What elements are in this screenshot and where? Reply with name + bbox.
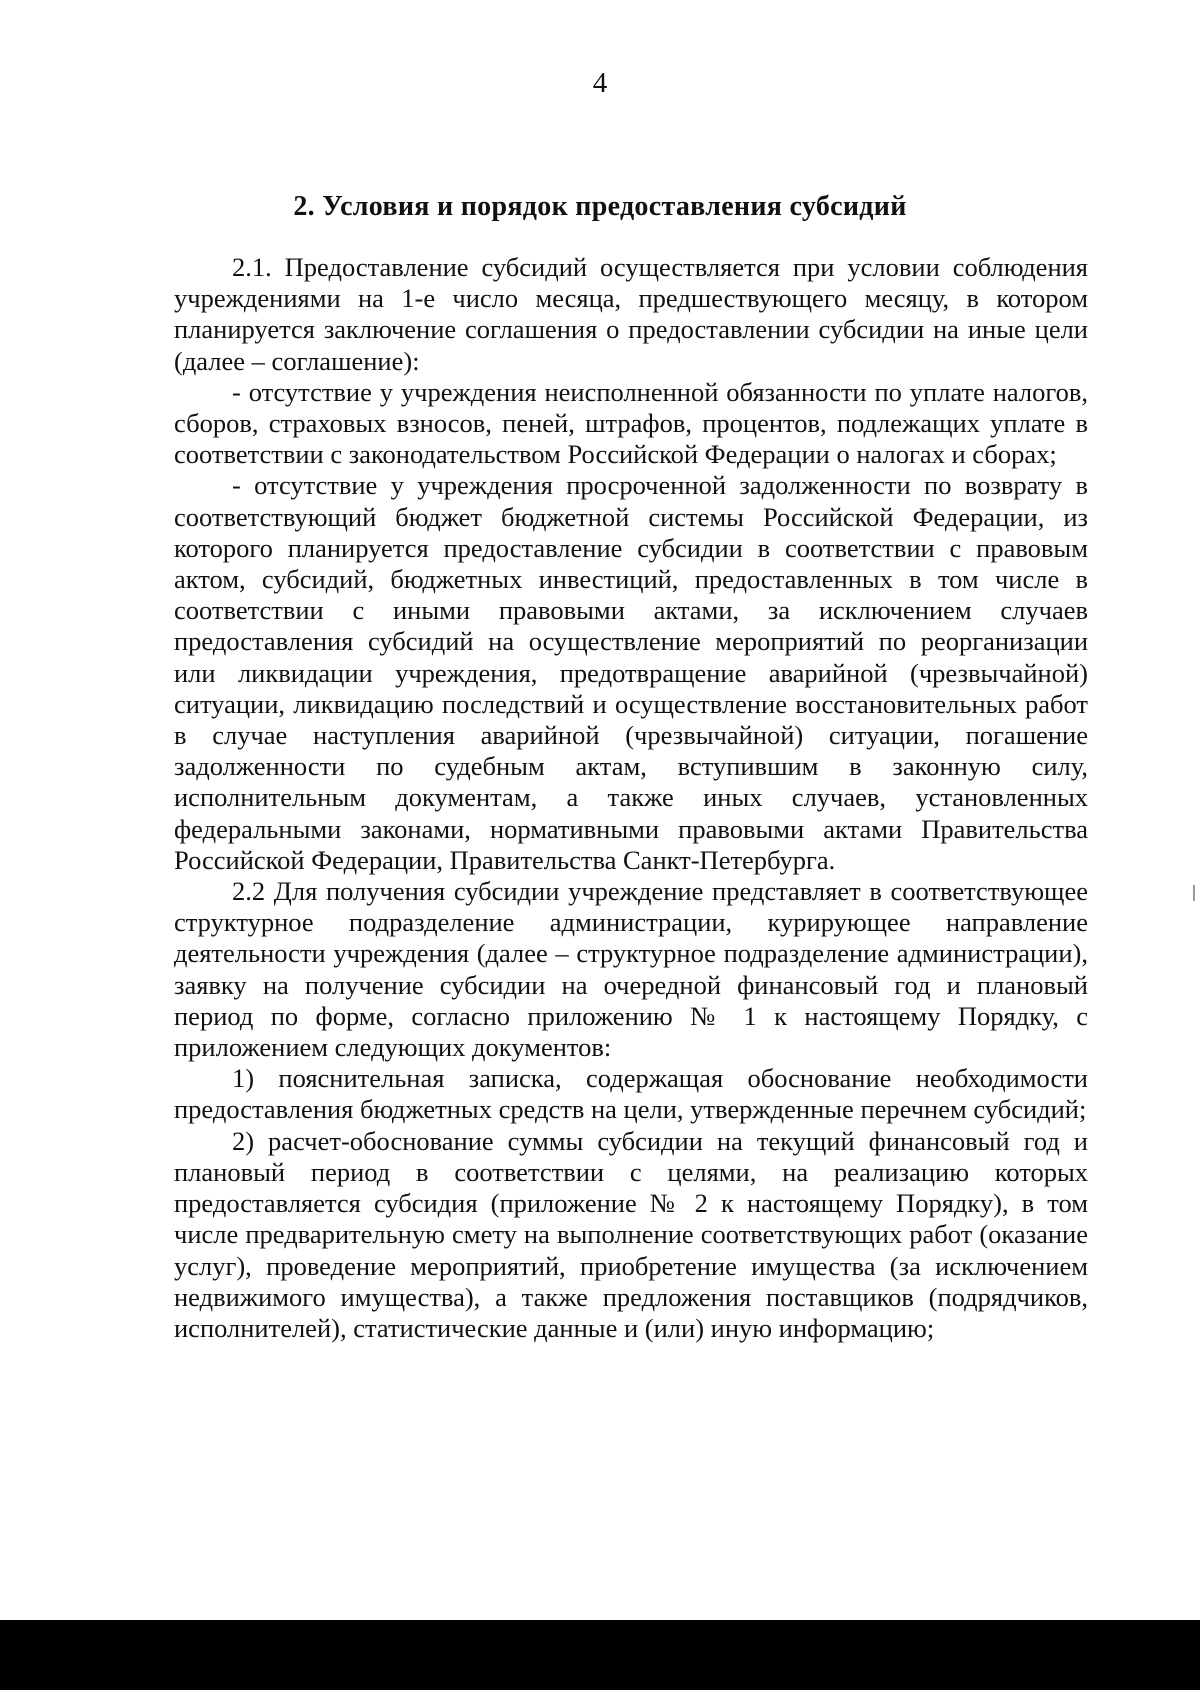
scan-margin-mark (1193, 885, 1195, 901)
scan-bottom-bar (0, 1620, 1200, 1690)
paragraph-2-2: 2.2 Для получения субсидии учреждение представляет в соответствующее структурное подразделение администрации, курирующее направление деятельности учреждения (далее – структурное подразделение администрации), заявку на получение субсидии на очередной финансовый год и плановый период по форме, согласно приложению № 1 к настоящему Порядку, с приложением следующих документов: (174, 876, 1088, 1063)
page-number: 4 (592, 67, 608, 99)
paragraph-calculation: 2) расчет-обоснование суммы субсидии на текущий финансовый год и плановый период в соответствии с целями, на реализацию которых предоставляется субсидия (приложение № 2 к настоящему Порядку), в том числе предварительную смету на выполнение соответствующих работ (оказание услуг), проведение мероприятий, приобретение имущества (за исключением недвижимого имущества), а также предложения поставщиков (подрядчиков, исполнителей), статистические данные и (или) иную информацию; (174, 1125, 1088, 1343)
section-heading: 2. Условия и порядок предоставления субсидий (293, 191, 907, 222)
paragraph-tax-arrears: - отсутствие у учреждения неисполненной обязанности по уплате налогов, сборов, страховых взносов, пеней, штрафов, процентов, подлежащих уплате в соответствии с законодательством Российской Федерации о налогах и сборах; (174, 376, 1088, 470)
document-body (174, 252, 1088, 1344)
paragraph-overdue-debt: - отсутствие у учреждения просроченной задолженности по возврату в соответствующий бюджет бюджетной системы Российской Федерации, из которого планируется предоставление субсидии в соответствии с правовым актом, субсидий, бюджетных инвестиций, предоставленных в том числе в соответствии с иными правовыми актами, за исключением случаев предоставления субсидий на осуществление мероприятий по реорганизации или ликвидации учреждения, предотвращение аварийной (чрезвычайной) ситуации, ликвидацию последствий и осуществление восстановительных работ в случае наступления аварийной (чрезвычайной) ситуации, погашение задолженности по судебным актам, вступившим в законную силу, исполнительным документам, а также иных случаев, установленных федеральными законами, нормативными правовыми актами Правительства Российской Федерации, Правительства Санкт-Петербурга. (174, 470, 1088, 875)
paragraph-explanatory-note: 1) пояснительная записка, содержащая обоснование необходимости предоставления бюджетных средств на цели, утвержденные перечнем субсидий; (174, 1063, 1088, 1125)
paragraph-2-1: 2.1. Предоставление субсидий осуществляется при условии соблюдения учреждениями на 1-е число месяца, предшествующего месяцу, в котором планируется заключение соглашения о предоставлении субсидии на иные цели (далее – соглашение): (174, 252, 1088, 376)
